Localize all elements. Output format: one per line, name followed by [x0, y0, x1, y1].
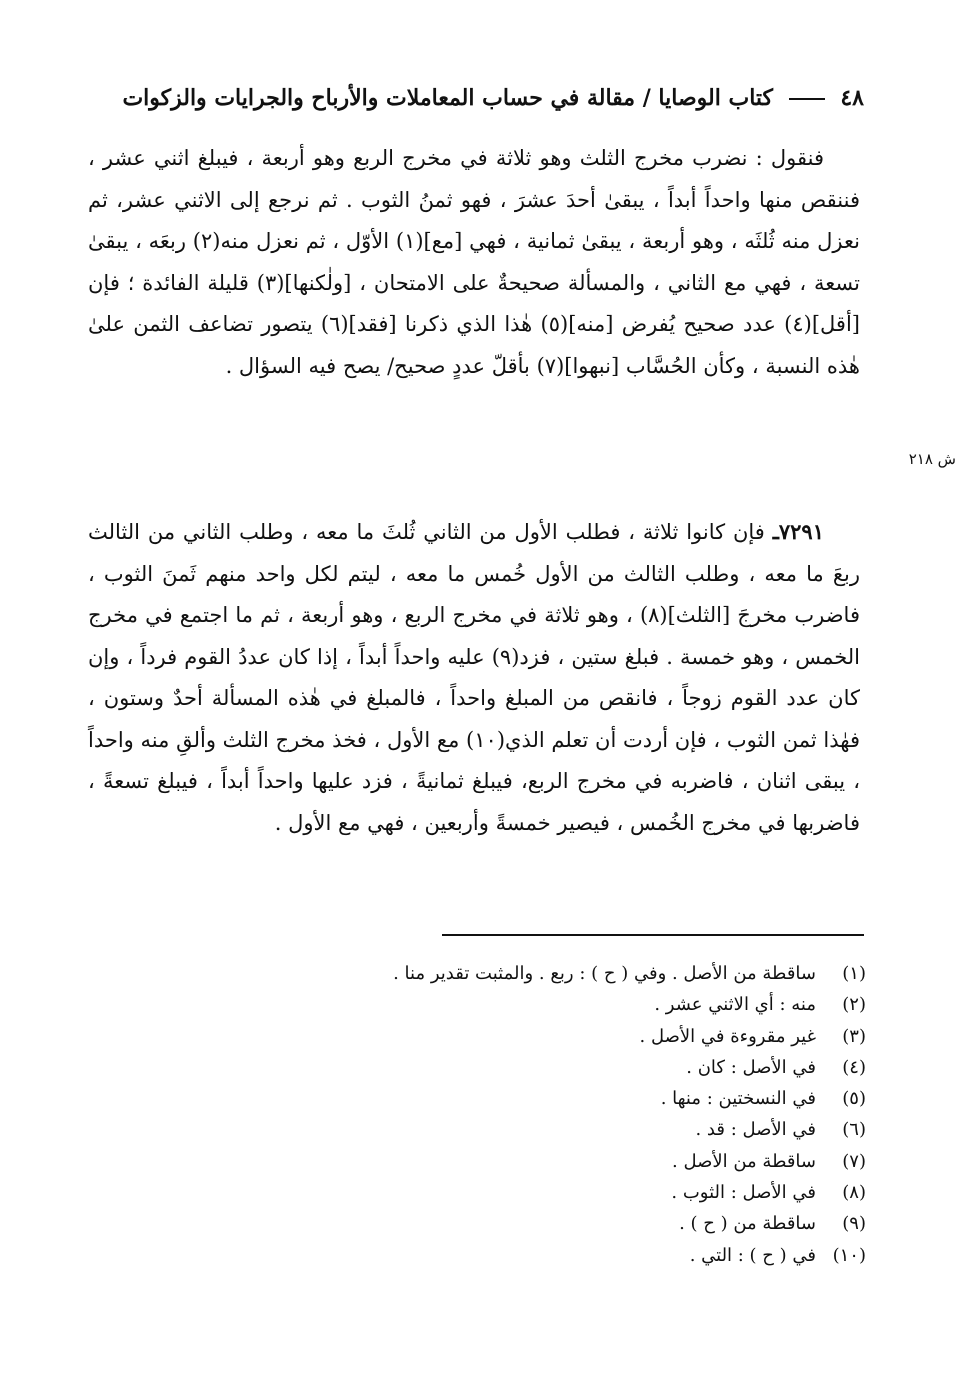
- footnote-number: (٧): [842, 1150, 866, 1172]
- footnote-item: [106, 989, 866, 1020]
- footnote-text: في النسختين : منها .: [660, 1088, 816, 1110]
- footnote-item: [106, 1021, 866, 1052]
- issue-number: ٧٢٩١ـ: [772, 519, 824, 544]
- footnote-number: (٨): [842, 1182, 866, 1204]
- header-dash: [789, 98, 825, 100]
- footnote-number: (٥): [842, 1088, 866, 1110]
- footnote-text: ساقطة من الأصل .: [672, 1150, 816, 1172]
- footnote-item: [106, 958, 866, 989]
- paragraph-2: [88, 511, 860, 844]
- footnote-separator: [442, 934, 864, 936]
- footnote-number: (٢): [842, 994, 866, 1016]
- footnote-text: منه : أي الاثني عشر .: [654, 994, 816, 1016]
- footnote-text: في الأصل : الثوب .: [671, 1182, 816, 1204]
- footnote-number: (٣): [842, 1025, 866, 1047]
- footnote-number: (٤): [842, 1056, 866, 1078]
- page-number: ٤٨: [840, 85, 864, 111]
- running-header: [84, 78, 864, 118]
- footnotes-list: [106, 958, 866, 1271]
- footnote-text: في ( ح ) : التي .: [689, 1244, 816, 1266]
- footnote-item: [106, 1146, 866, 1177]
- footnote-item: [106, 1177, 866, 1208]
- paragraph-2-body: [88, 511, 860, 844]
- footnote-item: [106, 1083, 866, 1114]
- footnote-text: ساقطة من ( ح ) .: [679, 1213, 816, 1235]
- footnote-number: (١٠): [832, 1244, 866, 1266]
- header-title: كتاب الوصايا / مقالة في حساب المعاملات والأرباح والجرايات والزكوات: [122, 85, 774, 111]
- paragraph-2-text: فإن كانوا ثلاثة ، فطلب الأول من الثاني ثُلثَ ما معه ، وطلب الثاني من الثالث ربعَ ما معه ، وطلب الثالث من الأول خُمس ما معه ، ليتم لكل واحد منهم ثَمنَ الثوب ، فاضرب مخرجَ [الثلث](٨) ، وهو ثلاثة في مخرج الربع ، وهو أربعة ، ثم ما اجتمع في مخرج الخمس ، وهو خمسة . فبلغ ستين ، فزد(٩) عليه واحداً أبداً ، إذا كان عددُ القوم فرداً ، وإن كان عدد القوم زوجاً ، فانقص من المبلغ واحداً ، فالمبلغ في هٰذه المسألة أحدٌ وستون ، فهٰذا ثمن الثوب ، فإن أردت أن تعلم الذي(١٠) مع الأول ، فخذ مخرج الثلث وألقِ منه واحداً ، يبقى اثنان ، فاضربه في مخرج الربع، فيبلغ ثمانيةً ، فزد عليها واحداً أبداً ، فيبلغ تسعةً ، فاضربها في مخرج الخُمس ، فيصير خمسةً وأربعين ، فهي مع الأول .: [88, 520, 861, 835]
- paragraph-1-text: فنقول : نضرب مخرج الثلث وهو ثلاثة في مخرج الربع وهو أربعة ، فيبلغ اثني عشر ، فننقص منها واحداً أبداً ، يبقىٰ أحدَ عشرَ ، فهو ثمنُ الثوب . ثم نرجع إلى الاثني عشر، ثم نعزل منه ثُلثَه ، وهو أربعة ، يبقىٰ ثمانية ، فهي [مع](١) الأوّل ، ثم نعزل منه(٢) ربعَه ، يبقىٰ تسعة ، فهي مع الثاني ، والمسألة صحيحةٌ على الامتحان ، [ولٰكنها](٣) قليلة الفائدة ؛ فإن [أقل](٤) عدد صحيح يُفرض [منه](٥) هٰذا الذي ذكرنا [فقد](٦) يتصور تضاعف الثمن علىٰ هٰذه النسبة ، وكأن الحُسَّاب [نبهوا](٧) بأقلّ عددٍ صحيح/ يصح فيه السؤال .: [88, 146, 860, 378]
- margin-folio-note: ش ٢١٨: [908, 450, 956, 468]
- footnote-text: ساقطة من الأصل . وفي ( ح ) : ربع . والمثبت تقدير منا .: [393, 963, 816, 984]
- footnote-item: [106, 1114, 866, 1145]
- footnote-number: (١): [842, 963, 866, 984]
- footnote-item: [106, 1052, 866, 1083]
- paragraph-1: [88, 138, 860, 387]
- footnote-number: (٦): [842, 1119, 866, 1141]
- footnote-text: غير مقروءة في الأصل .: [639, 1025, 816, 1047]
- footnote-item: [106, 1208, 866, 1239]
- footnote-item: [106, 1240, 866, 1271]
- footnote-number: (٩): [842, 1213, 866, 1235]
- footnote-text: في الأصل : كان .: [686, 1056, 816, 1078]
- footnote-text: في الأصل : قد .: [695, 1119, 816, 1141]
